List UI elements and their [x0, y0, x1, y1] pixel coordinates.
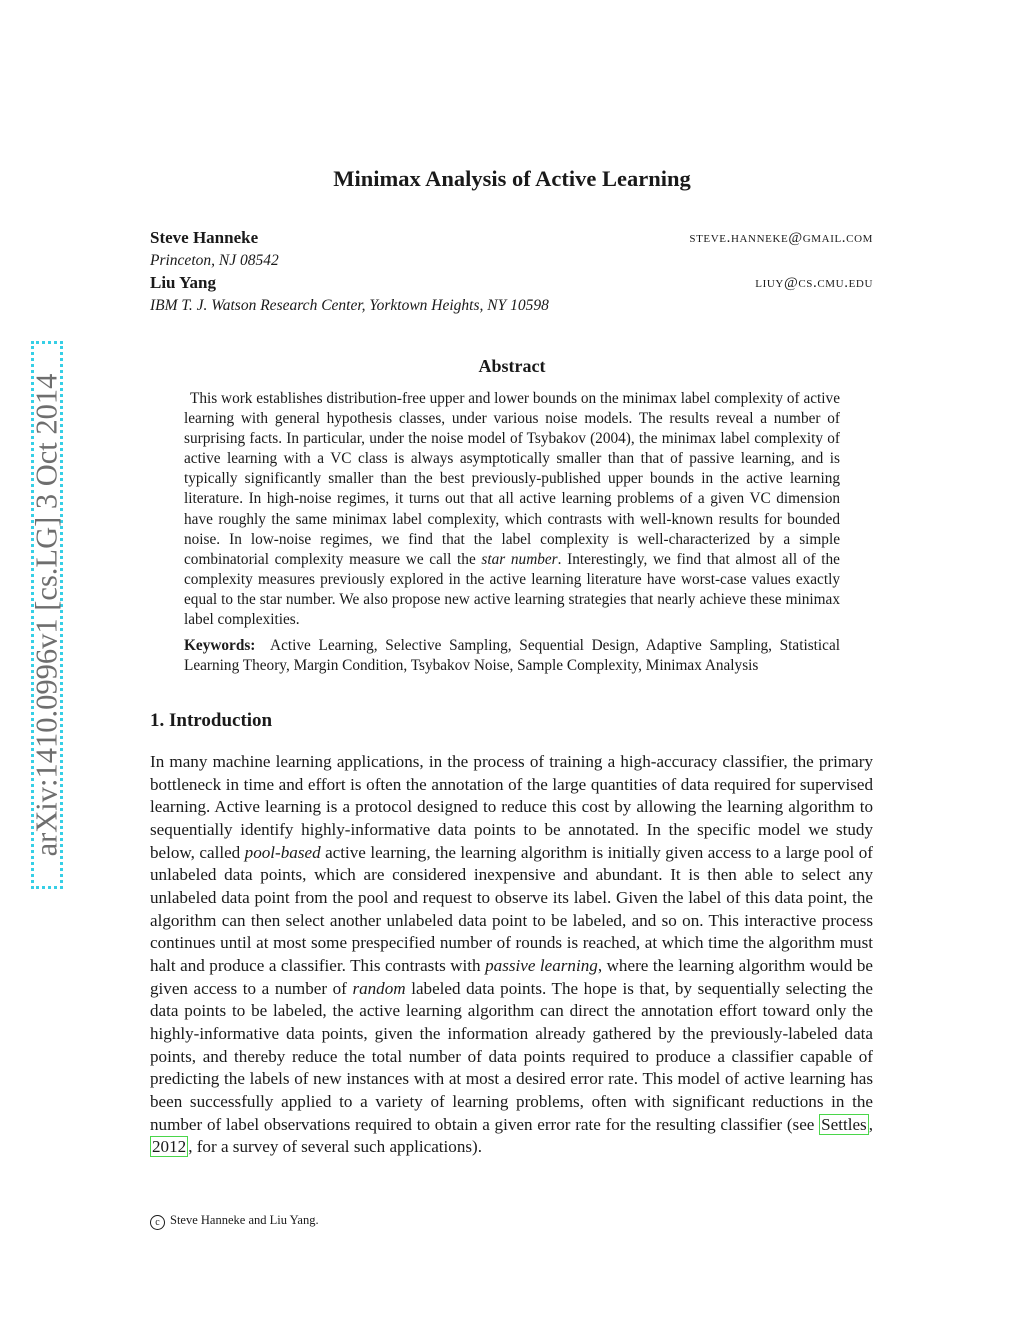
keywords-block	[184, 636, 840, 676]
author-name-1: Steve Hanneke	[150, 228, 259, 247]
arxiv-identifier: arXiv:1410.0996v1 [cs.LG] 3 Oct 2014	[29, 373, 64, 857]
author-name-2: Liu Yang	[150, 273, 216, 292]
author-affiliation-1: Princeton, NJ 08542	[150, 252, 279, 269]
paper-title: Minimax Analysis of Active Learning	[333, 166, 691, 191]
author-email-2[interactable]: liuy@cs.cmu.edu	[755, 275, 873, 291]
abstract-star-number-term: star number	[481, 550, 558, 568]
abstract-text	[184, 389, 840, 630]
intro-term-pool-based: pool-based	[244, 842, 321, 862]
intro-text-part2: active learning, the learning algorithm is initially given access to a large pool of unlabeled data points, which are considered inexpensive and abundant. It is then able to select any unlabeled data point from the pool and request to observe its label. Given the label of this data point, the algorithm can then select another unlabeled data point to be labeled, and so on. This interactive process continues until at most some prespecified number of rounds is reached, at which time the algorithm must halt and produce a classifier. This contrasts with	[150, 842, 873, 975]
copyright-line	[150, 1213, 319, 1230]
abstract-text-part1: This work establishes distribution-free upper and lower bounds on the minimax label complexity of active learning with general hypothesis classes, under various noise models. The results reveal a number of surprising facts. In particular, under the noise model of Tsybakov (2004), the minimax label complexity of active learning with a VC class is always asymptotically smaller than that of passive learning, and is typically significantly smaller than the best previously-published upper bounds in the active learning literature. In high-noise regimes, it turns out that all active learning problems of a given VC dimension have roughly the same minimax label complexity, which contrasts with well-known results for bounded noise. In low-noise regimes, we find that the label complexity is well-characterized by a simple combinatorial complexity measure we call the	[184, 390, 840, 568]
copyright-text: Steve Hanneke and Liu Yang.	[170, 1213, 319, 1227]
citation-separator: ,	[868, 1114, 873, 1134]
intro-term-random: random	[352, 978, 406, 998]
section-heading-introduction: 1. Introduction	[150, 710, 273, 731]
keywords-label: Keywords:	[184, 637, 256, 654]
abstract-heading: Abstract	[478, 356, 546, 376]
citation-link-settles[interactable]: Settles	[821, 1114, 867, 1134]
citation-link-2012[interactable]: 2012	[152, 1137, 187, 1157]
introduction-paragraph	[150, 751, 873, 1159]
abstract-text-part2: . Interestingly, we find that almost all of the complexity measures previously explored in the active learning literature have worst-case values exactly equal to the star number. We also propose new active learning strategies that nearly achieve these minimax label complexities.	[184, 550, 840, 629]
author-email-1[interactable]: steve.hanneke@gmail.com	[689, 230, 873, 246]
keywords-text: Active Learning, Selective Sampling, Sequential Design, Adaptive Sampling, Statistical Learning Theory, Margin Condition, Tsybakov Noise, Sample Complexity, Minimax Analysis	[184, 637, 841, 675]
intro-text-part1: In many machine learning applications, in the process of training a high-accuracy classifier, the primary bottleneck in time and effort is often the annotation of the large quantities of data required for supervised learning. Active learning is a protocol designed to reduce this cost by allowing the learning algorithm to sequentially identify highly-informative data points to be annotated. In the specific model we study below, called	[150, 752, 873, 862]
intro-term-passive-learning: passive learning	[485, 955, 598, 975]
copyright-icon: c	[150, 1215, 165, 1230]
intro-text-part5: , for a survey of several such applications).	[188, 1137, 483, 1157]
intro-text-part3: , where the learning algorithm would be given access to a number of	[150, 955, 873, 998]
author-affiliation-2: IBM T. J. Watson Research Center, Yorktown Heights, NY 10598	[150, 297, 549, 314]
intro-text-part4: labeled data points. The hope is that, by sequentially selecting the data points to be labeled, the active learning algorithm can direct the annotation effort toward only the highly-informative data points, given the information already gathered by the previously-labeled data points, and thereby reduce the total number of data points required to produce a classifier capable of predicting the labels of new instances with at most a desired error rate. This model of active learning has been successfully applied to a variety of learning problems, often with significant reductions in the number of label observations required to obtain a given error rate for the resulting classifier (see	[150, 978, 873, 1134]
arxiv-stamp[interactable]	[31, 341, 63, 889]
